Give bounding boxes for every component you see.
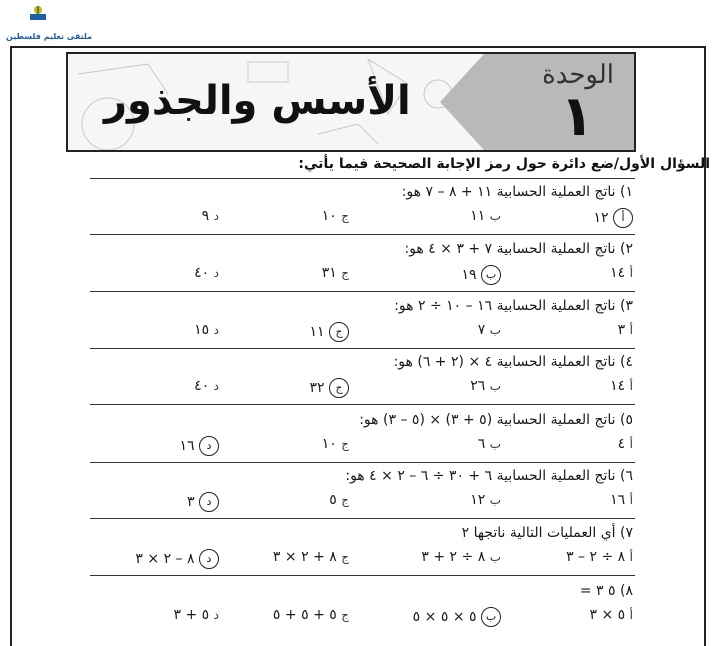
option-letter: ب (489, 493, 501, 507)
option-letter: ب (489, 323, 501, 337)
option-letter: د (199, 549, 219, 569)
answer-option[interactable] (273, 549, 349, 565)
option-value: ٦ (477, 436, 490, 452)
book-logo-icon (28, 4, 48, 24)
answer-option[interactable] (310, 322, 350, 342)
answer-option[interactable] (187, 492, 219, 512)
site-logo (6, 2, 93, 46)
unit-arrow (440, 54, 484, 150)
option-value: ٥ × ٥ × ٥ (412, 609, 481, 625)
answer-option[interactable] (470, 208, 501, 224)
question-text: ٨) ٥ ٣ = (579, 583, 633, 599)
option-value: ١٢ (593, 210, 613, 226)
option-letter: ج (341, 493, 349, 507)
answer-option[interactable] (566, 549, 633, 565)
question-text: ٢) ناتج العملية الحسابية ٧ + ٣ × ٤ هو: (404, 241, 633, 257)
option-letter: أ (629, 493, 633, 507)
answer-option[interactable] (194, 265, 219, 281)
unit-banner (66, 52, 636, 152)
option-value: ١١ (470, 208, 490, 224)
option-value: ٣٢ (309, 380, 329, 396)
answer-option[interactable] (413, 607, 501, 627)
option-letter: ب (489, 550, 501, 564)
answer-option[interactable] (421, 549, 501, 565)
option-value: ١٢ (470, 492, 490, 508)
option-value: ١٥ (194, 322, 214, 338)
answer-option[interactable] (478, 436, 501, 452)
answer-option[interactable] (610, 378, 633, 394)
answer-option[interactable] (322, 208, 349, 224)
divider (90, 575, 635, 576)
unit-number: ١ (559, 84, 594, 149)
option-letter: ب (481, 607, 501, 627)
divider (90, 178, 635, 179)
option-letter: أ (629, 266, 633, 280)
question-text: ١) ناتج العملية الحسابية ١١ + ٨ – ٧ هو: (401, 184, 633, 200)
option-value: ٥ + ٥ + ٥ (272, 607, 342, 623)
option-value: ٤ (617, 436, 630, 452)
question-text: ٧) أي العمليات التالية ناتجها ٢ (461, 525, 633, 541)
answer-option[interactable] (618, 436, 633, 452)
answer-option[interactable] (174, 607, 220, 623)
option-value: ١١ (309, 324, 329, 340)
option-value: ٢٦ (470, 378, 490, 394)
option-letter: أ (613, 208, 633, 228)
option-value: ٩ (201, 208, 214, 224)
option-letter: ب (489, 437, 501, 451)
option-value: ٥ (329, 492, 342, 508)
option-value: ٨ + ٢ × ٣ (272, 549, 342, 565)
answer-option[interactable] (470, 378, 501, 394)
question-text: ٥) ناتج العملية الحسابية (٥ + ٣) × (٥ – ٣) هو: (359, 412, 633, 428)
option-letter: د (213, 209, 219, 223)
option-value: ٥ × ٣ (589, 607, 630, 623)
answer-option[interactable] (194, 378, 219, 394)
answer-option[interactable] (590, 607, 634, 623)
option-value: ١٩ (461, 267, 481, 283)
answer-option[interactable] (610, 265, 633, 281)
option-letter: ج (341, 608, 349, 622)
option-letter: أ (629, 437, 633, 451)
option-value: ١٤ (610, 378, 630, 394)
option-value: ٨ – ٢ × ٣ (135, 551, 199, 567)
option-letter: أ (629, 323, 633, 337)
question-text: ٣) ناتج العملية الحسابية ١٦ – ١٠ ÷ ٢ هو: (394, 298, 633, 314)
divider (90, 404, 635, 405)
option-value: ٨ ÷ ٢ + ٣ (421, 549, 490, 565)
divider (90, 234, 635, 235)
option-letter: ج (341, 209, 349, 223)
option-value: ١٠ (321, 208, 342, 224)
answer-option[interactable] (322, 265, 349, 281)
option-letter: د (213, 379, 219, 393)
divider (90, 291, 635, 292)
divider (90, 348, 635, 349)
unit-box (484, 54, 634, 150)
option-value: ٣ (617, 322, 630, 338)
option-letter: ب (489, 209, 501, 223)
option-value: ٣١ (321, 265, 342, 281)
option-letter: ج (341, 266, 349, 280)
option-letter: د (213, 266, 219, 280)
unit-label: الوحدة (542, 60, 614, 90)
option-letter: أ (629, 379, 633, 393)
option-value: ٨ ÷ ٢ – ٣ (566, 549, 630, 565)
option-value: ١٦ (610, 492, 630, 508)
option-letter: أ (629, 608, 633, 622)
answer-option[interactable] (329, 492, 349, 508)
option-value: ٧ (477, 322, 490, 338)
option-value: ٣ (187, 494, 199, 510)
option-value: ١٤ (610, 265, 630, 281)
answer-option[interactable] (135, 549, 219, 569)
question-instruction: السؤال الأول/ضع دائرة حول رمز الإجابة الصحيحة فيما يأتي: (298, 156, 710, 172)
option-letter: ج (341, 550, 349, 564)
answer-option[interactable] (470, 492, 501, 508)
answer-option[interactable] (310, 378, 350, 398)
answer-option[interactable] (462, 265, 502, 285)
question-text: ٦) ناتج العملية الحسابية ٦ + ٣٠ ÷ ٦ – ٢ × ٤ هو: (345, 468, 633, 484)
question-text: ٤) ناتج العملية الحسابية ٤ × (٢ + ٦) هو: (393, 354, 633, 370)
option-letter: ب (489, 379, 501, 393)
option-letter: أ (629, 550, 633, 564)
option-letter: ج (329, 322, 349, 342)
option-letter: د (213, 608, 219, 622)
divider (90, 518, 635, 519)
option-letter: د (199, 436, 219, 456)
logo-text: ملتقى تعليم فلسطين (6, 32, 93, 41)
answer-option[interactable] (618, 322, 633, 338)
answer-option[interactable] (610, 492, 633, 508)
option-value: ٤٠ (194, 378, 214, 394)
answer-option[interactable] (322, 436, 349, 452)
answer-option[interactable] (273, 607, 349, 623)
option-letter: د (199, 492, 219, 512)
divider (90, 462, 635, 463)
option-value: ١٦ (179, 438, 199, 454)
option-value: ١٠ (321, 436, 342, 452)
chapter-title: الأسس والجذور (104, 78, 411, 124)
answer-option[interactable] (478, 322, 501, 338)
option-value: ٤٠ (194, 265, 214, 281)
option-letter: ب (481, 265, 501, 285)
answer-option[interactable] (202, 208, 219, 224)
option-letter: ج (329, 378, 349, 398)
answer-option[interactable] (194, 322, 219, 338)
answer-option[interactable] (594, 208, 634, 228)
option-letter: ج (341, 437, 349, 451)
option-value: ٥ + ٣ (173, 607, 214, 623)
answer-option[interactable] (180, 436, 220, 456)
option-letter: د (213, 323, 219, 337)
